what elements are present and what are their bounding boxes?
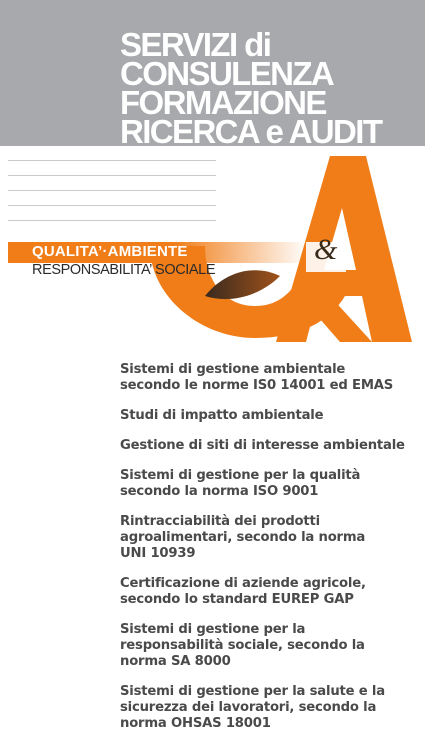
services-list [120,362,425,732]
service-item: Sistemi di gestione per la qualità secondo la norma ISO 9001 [120,468,361,499]
service-item: Sistemi di gestione per la salute e la sicurezza dei lavoratori, secondo la norma OHSAS 18001 [120,684,385,731]
service-item: Rintracciabilità dei prodotti agroalimentari, secondo la norma UNI 10939 [120,514,366,561]
band-title: QUALITA’·AMBIENTE [32,243,188,260]
band-subtitle: RESPONSABILITA’ SOCIALE [32,262,216,278]
title-line: RICERCA e AUDIT [120,113,382,150]
leaf-icon [205,270,280,299]
title-line: SERVIZI di [120,26,271,63]
title-line: FORMAZIONE [120,84,326,121]
service-item: Sistemi di gestione per la responsabilità sociale, secondo la norma SA 8000 [120,622,365,669]
service-item: Studi di impatto ambientale [120,408,324,423]
ampersand: & [314,233,338,266]
service-item: Gestione di siti di interesse ambientale [120,438,405,453]
service-item: Certificazione di aziende agricole, secondo lo standard EUREP GAP [120,576,366,607]
page-title [120,26,382,150]
title-line: CONSULENZA [120,55,334,92]
service-item: Sistemi di gestione ambientale secondo le norme IS0 14001 ed EMAS [120,362,394,393]
